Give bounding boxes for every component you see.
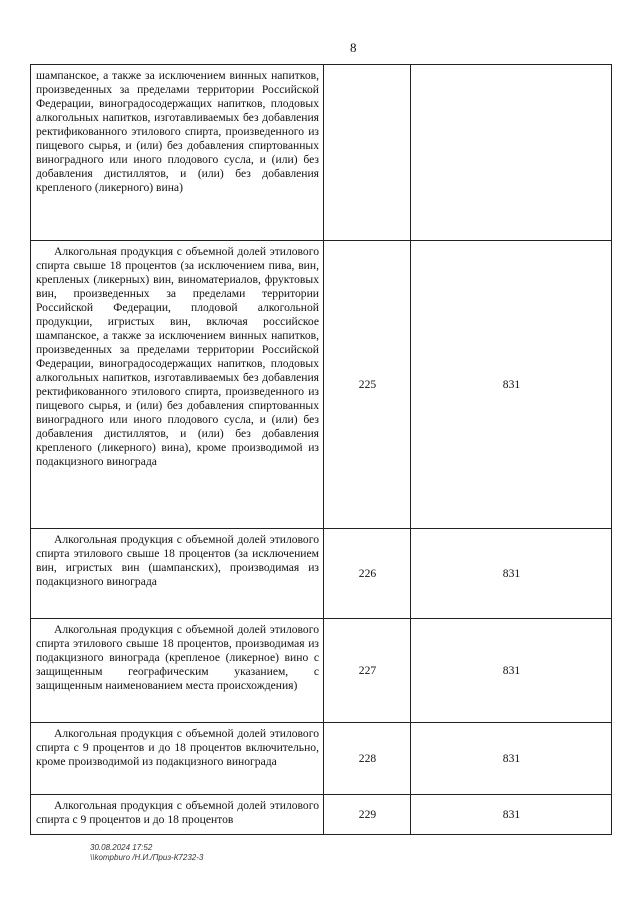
description-text: Алкогольная продукция с объемной долей этилового спирта с 9 процентов и до 18 процентов (36, 799, 319, 826)
product-code: 228 (324, 723, 411, 795)
table-row (31, 529, 612, 619)
tax-rate: 831 (411, 529, 612, 619)
tax-rate: 831 (411, 241, 612, 529)
product-description (31, 241, 324, 529)
description-text: Алкогольная продукция с объемной долей этилового спирта свыше 18 процентов (за исключением пива, вин, крепленых (ликерных) вин, виноматериалов, фруктовых вин, произведенных за пределами территории Российской Федерации, плодовой алкогольной продукции, игристых вин, включая российское шампанское, а также за исключением винных напитков, произведенных за пределами территории Российской Федерации, виноградосодержащих напитков, плодовых алкогольных напитков, изготавливаемых без добавления ректификованного этилового спирта, произведенного из пищевого сырья, и (или) без добавления спиртованных виноградного или иного плодового сусла, и (или) без добавления дистиллятов, и (или) без добавления крепленого (ликерного) вина), кроме производимой из подакцизного винограда (36, 245, 319, 468)
tax-rate: 831 (411, 795, 612, 835)
description-text: шампанское, а также за исключением винных напитков, произведенных за пределами территории Российской Федерации, виноградосодержащих напитков, плодовых алкогольных напитков, изготавливаемых без добавления ректификованного этилового спирта, произведенного из пищевого сырья, и (или) без добавления спиртованных виноградного или иного плодового сусла, и (или) без добавления дистиллятов, и (или) без добавления крепленого (ликерного) вина) (36, 69, 319, 194)
product-code: 229 (324, 795, 411, 835)
tax-rate (411, 65, 612, 241)
excise-rates-table (30, 64, 612, 835)
product-code (324, 65, 411, 241)
page-number: 8 (350, 40, 357, 55)
tax-rate: 831 (411, 723, 612, 795)
product-code: 225 (324, 241, 411, 529)
document-footer (90, 843, 203, 863)
description-text: Алкогольная продукция с объемной долей этилового спирта этилового свыше 18 процентов, производимая из подакцизного винограда (крепленое (ликерное) вино с защищенным географическим указанием, с защищенным наименованием места происхождения) (36, 623, 319, 692)
tax-rate: 831 (411, 619, 612, 723)
table-row (31, 65, 612, 241)
product-description (31, 619, 324, 723)
description-text: Алкогольная продукция с объемной долей этилового спирта этилового свыше 18 процентов (за исключением вин, игристых вин (шампанских), производимая из подакцизного винограда (36, 533, 319, 588)
product-description (31, 65, 324, 241)
product-description (31, 529, 324, 619)
table-row (31, 795, 612, 835)
footer-timestamp: 30.08.2024 17:52 (90, 843, 153, 852)
description-text: Алкогольная продукция с объемной долей этилового спирта с 9 процентов и до 18 процентов включительно, кроме производимой из подакцизного винограда (36, 727, 319, 768)
table-row (31, 241, 612, 529)
footer-file-path: \\kompburo /Н.И./Приз-К7232-3 (90, 853, 204, 862)
table-row (31, 723, 612, 795)
table-row (31, 619, 612, 723)
product-description (31, 795, 324, 835)
product-description (31, 723, 324, 795)
product-code: 226 (324, 529, 411, 619)
product-code: 227 (324, 619, 411, 723)
